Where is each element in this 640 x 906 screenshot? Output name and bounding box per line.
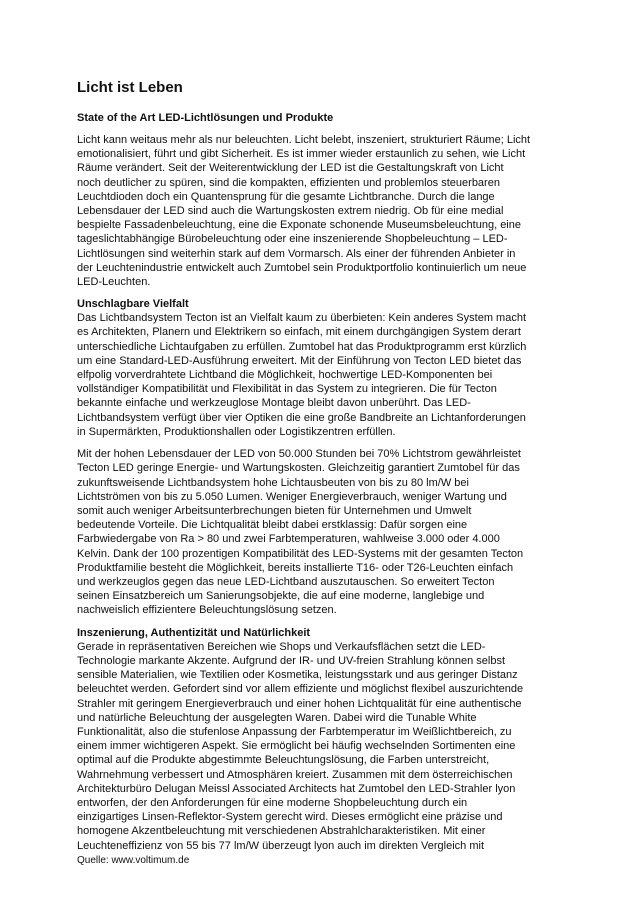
document-subtitle: State of the Art LED-Lichtlösungen und Produkte (77, 112, 334, 124)
section-vielfalt-paragraph-2: Mit der hohen Lebensdauer der LED von 50.000 Stunden bei 70% Lichtstrom gewährleistet Tecton LED geringe Energie- und Wartungskosten. Gleichzeitig garantiert Zumtobel für das zukunftsweisende Lichtbandsystem hohe Lichtausbeuten von bis zu 80 lm/W bei Lichtströmen von bis zu 5.050 Lumen. Weniger Energieverbrauch, weniger Wartung und somit auch weniger Arbeitsunterbrechungen bieten für Unternehmen und Umwelt bedeutende Vorteile. Die Lichtqualität bleibt dabei erstklassig: Dafür sorgen eine Farbwiedergabe von Ra > 80 und zwei Farbtemperaturen, wahlweise 3.000 oder 4.000 Kelvin. Dank der 100 prozentigen Kompatibilität des LED-Systems mit der gesamten Tecton Produktfamilie besteht die Möglichkeit, bereits installierte T16- oder T26-Leuchten einfach und werkzeuglos gegen das neue LED-Lichtband auszutauschen. So erweitert Tecton seinen Einsatzbereich um Sanierungsobjekte, die auf eine moderne, langlebige und nachweislich effizientere Beleuchtungslösung setzen. (77, 448, 524, 617)
section-vielfalt-paragraph-1: Das Lichtbandsystem Tecton ist an Vielfalt kaum zu überbieten: Kein anderes System macht es Architekten, Planern und Elektrikern so einfach, mit einem durchgängigen System derart unterschiedliche Lichtaufgaben zu erfüllen. Zumtobel hat das Produktprogramm erst kürzlich um eine Standard-LED-Ausführung erweitert. Mit der Einführung von Tecton LED bietet das elfpolig vorverdrahtete Lichtband die Möglichkeit, hochwertige LED-Komponenten bei vollständiger Kompatibilität und Flexibilität in das System zu integrieren. Die für Tecton bekannte einfache und werkzeuglose Montage bleibt davon unberührt. Das LED- Lichtbandsystem verfügt über vier Optiken die eine große Bandbreite an Lichtanforderungen in Supermärkten, Produktionshallen oder Logistikzentren erfüllen. (77, 312, 527, 438)
document-title: Licht ist Leben (77, 79, 183, 96)
section-heading-inszenierung: Inszenierung, Authentizität und Natürlichkeit (77, 626, 311, 639)
section-inszenierung-paragraph-1: Gerade in repräsentativen Bereichen wie Shops und Verkaufsflächen setzt die LED- Technologie markante Akzente. Aufgrund der IR- und UV-freien Strahlung können selbst sensible Materialien, wie Textilien oder Kosmetika, leistungsstark und aus geringer Distanz beleuchtet werden. Gefordert sind vor allem effiziente und möglichst flexibel auszurichtende Strahler mit geringem Energieverbrauch und einer hohen Lichtqualität für eine authentische und natürliche Beleuchtung der ausgelegten Waren. Dabei wird die Tunable White Funktionalität, also die stufenlose Anpassung der Farbtemperatur im Weißlichtbereich, zu einem immer wichtigeren Aspekt. Sie ermöglicht bei häufig wechselnden Sortimenten eine optimal auf die Produkte abgestimmte Beleuchtungslösung, die Farben unterstreicht, Wahrnehmung verbessert und Atmosphären kreiert. Zusammen mit dem österreichischen Architekturbüro Delugan Meissl Associated Architects hat Zumtobel den LED-Strahler lyon entworfen, der den Anforderungen für eine moderne Shopbeleuchtung durch ein einzigartiges Linsen-Reflektor-System gerecht wird. Dieses ermöglicht eine präzise und homogene Akzentbeleuchtung mit verschiedenen Abstrahlcharakteristiken. Mit einer Leuchteneffizienz von 55 bis 77 lm/W überzeugt lyon auch im direkten Vergleich mit (77, 640, 524, 852)
section-heading-vielfalt: Unschlagbare Vielfalt (77, 298, 189, 310)
intro-paragraph: Licht kann weitaus mehr als nur beleuchten. Licht belebt, inszeniert, strukturiert Räume; Licht emotionalisiert, führt und gibt Sicherheit. Es ist immer wieder erstaunlich zu sehen, wie Licht Räume verändert. Seit der Weiterentwicklung der LED ist die Gestaltungskraft von Licht noch deutlicher zu spüren, sind die kompakten, effizienten und problemlos steuerbaren Leuchtdioden doch ein Quantensprung für die gesamte Lichtbranche. Durch die lange Lebensdauer der LED sind auch die Wartungskosten extrem niedrig. Ob für eine medial bespielte Fassadenbeleuchtung, eine die Exponate schonende Museumsbeleuchtung, eine tageslichtabhängige Bürobeleuchtung oder eine inszenierende Shopbeleuchtung – LED- Lichtlösungen sind weiterhin stark auf dem Vormarsch. Als einer der führenden Anbieter in der Leuchtenindustrie entwickelt auch Zumtobel sein Produktportfolio kontinuierlich um neue LED-Leuchten. (77, 134, 531, 289)
source-footer: Quelle: www.voltimum.de (77, 855, 190, 866)
